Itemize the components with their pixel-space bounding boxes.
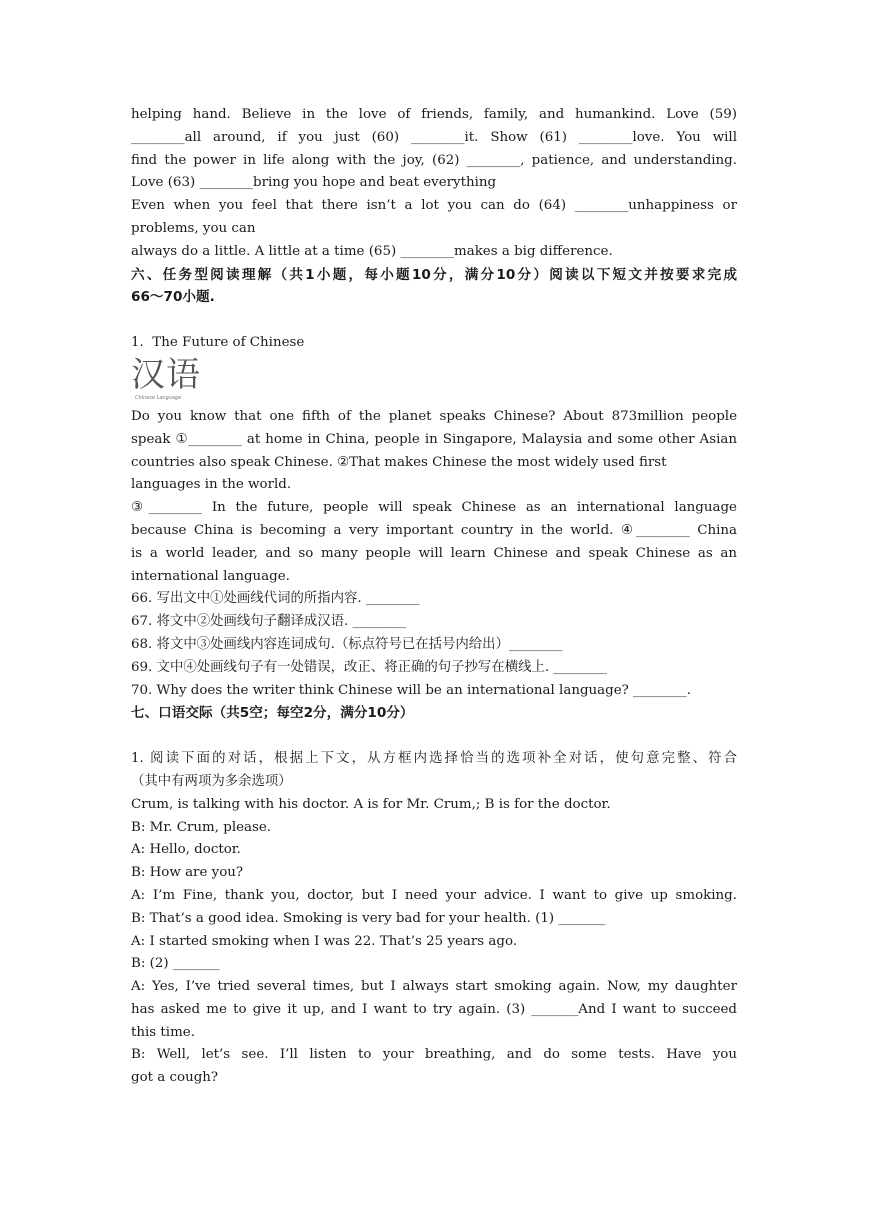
passage-line: is a world leader, and so many people will learn Chinese and speak Chinese as an xyxy=(131,545,737,561)
dialogue-instruction-cont: （其中有两项为多余选项） xyxy=(131,773,292,789)
dialogue-line: B: How are you? xyxy=(131,865,244,881)
dialogue-line: B: (2) _______ xyxy=(131,956,220,972)
section-six-heading: 六、任务型阅读理解（共1小题，每小题10分，满分10分）阅读以下短文并按要求完成 xyxy=(131,266,737,283)
dialogue-line: B: Well, let’s see. I’ll listen to your breathing, and do some tests. Have you xyxy=(131,1047,737,1063)
passage-line: Do you know that one fifth of the planet speaks Chinese? About 873million people xyxy=(131,408,737,424)
question-68: 68. 将文中③处画线内容连词成句.（标点符号已在括号内给出）________ xyxy=(131,636,563,652)
passage-line: countries also speak Chinese. ②That makes Chinese the most widely used first xyxy=(131,454,667,470)
passage-line: speak ①________ at home in China, people in Singapore, Malaysia and some other Asian xyxy=(131,431,737,447)
dialogue-line: A: I started smoking when I was 22. That’s 25 years ago. xyxy=(131,933,518,949)
cloze-line: ________all around, if you just (60) ________it. Show (61) ________love. You will xyxy=(131,129,737,145)
dialogue-line: A: I’m Fine, thank you, doctor, but I need your advice. I want to give up smoking. xyxy=(131,887,737,903)
exam-page xyxy=(131,104,737,1090)
dialogue-line: A: Yes, I’ve tried several times, but I always start smoking again. Now, my daughter xyxy=(131,979,737,995)
passage-line: international language. xyxy=(131,568,290,584)
cloze-line: find the power in life along with the joy, (62) ________, patience, and understanding. xyxy=(131,152,737,168)
dialogue-line: has asked me to give it up, and I want to try again. (3) _______And I want to succeed xyxy=(131,1001,737,1017)
passage-line: because China is becoming a very important country in the world. ④________ China xyxy=(131,522,737,538)
passage-line: ③________ In the future, people will speak Chinese as an international language xyxy=(131,500,737,516)
dialogue-line: B: Mr. Crum, please. xyxy=(131,819,272,835)
question-66: 66. 写出文中①处画线代词的所指内容. ________ xyxy=(131,591,420,607)
question-70: 70. Why does the writer think Chinese will be an international language? ________. xyxy=(131,682,691,698)
logo-english-text: Chinese Language xyxy=(135,394,182,401)
cloze-line: Love (63) ________bring you hope and beat everything xyxy=(131,175,497,191)
dialogue-line: A: Hello, doctor. xyxy=(131,842,241,858)
passage-title: 1. The Future of Chinese xyxy=(131,335,305,351)
dialogue-line: this time. xyxy=(131,1024,195,1040)
dialogue-line: B: That’s a good idea. Smoking is very bad for your health. (1) _______ xyxy=(131,910,606,926)
section-seven-heading: 七、口语交际（共5空；每空2分，满分10分） xyxy=(131,705,414,722)
chinese-language-logo xyxy=(131,354,737,406)
question-67: 67. 将文中②处画线句子翻译成汉语. ________ xyxy=(131,614,407,630)
cloze-line: problems, you can xyxy=(131,220,256,236)
dialogue-instruction: 1. 阅读下面的对话，根据上下文，从方框内选择恰当的选项补全对话，使句意完整、符合 xyxy=(131,751,737,767)
cloze-line: Even when you feel that there isn’t a lot you can do (64) ________unhappiness or xyxy=(131,198,737,214)
dialogue-line: got a cough? xyxy=(131,1070,219,1086)
question-69: 69. 文中④处画线句子有一处错误，改正、将正确的句子抄写在横线上. ________ xyxy=(131,659,607,675)
passage-line: languages in the world. xyxy=(131,477,292,493)
section-six-heading-cont: 66～70小题. xyxy=(131,289,215,306)
cloze-line: helping hand. Believe in the love of friends, family, and humankind. Love (59) xyxy=(131,107,737,122)
dialogue-line: Crum, is talking with his doctor. A is for Mr. Crum,; B is for the doctor. xyxy=(131,796,611,812)
cloze-line: always do a little. A little at a time (65) ________makes a big difference. xyxy=(131,243,613,259)
logo-chinese-text: 汉语 xyxy=(131,354,201,395)
